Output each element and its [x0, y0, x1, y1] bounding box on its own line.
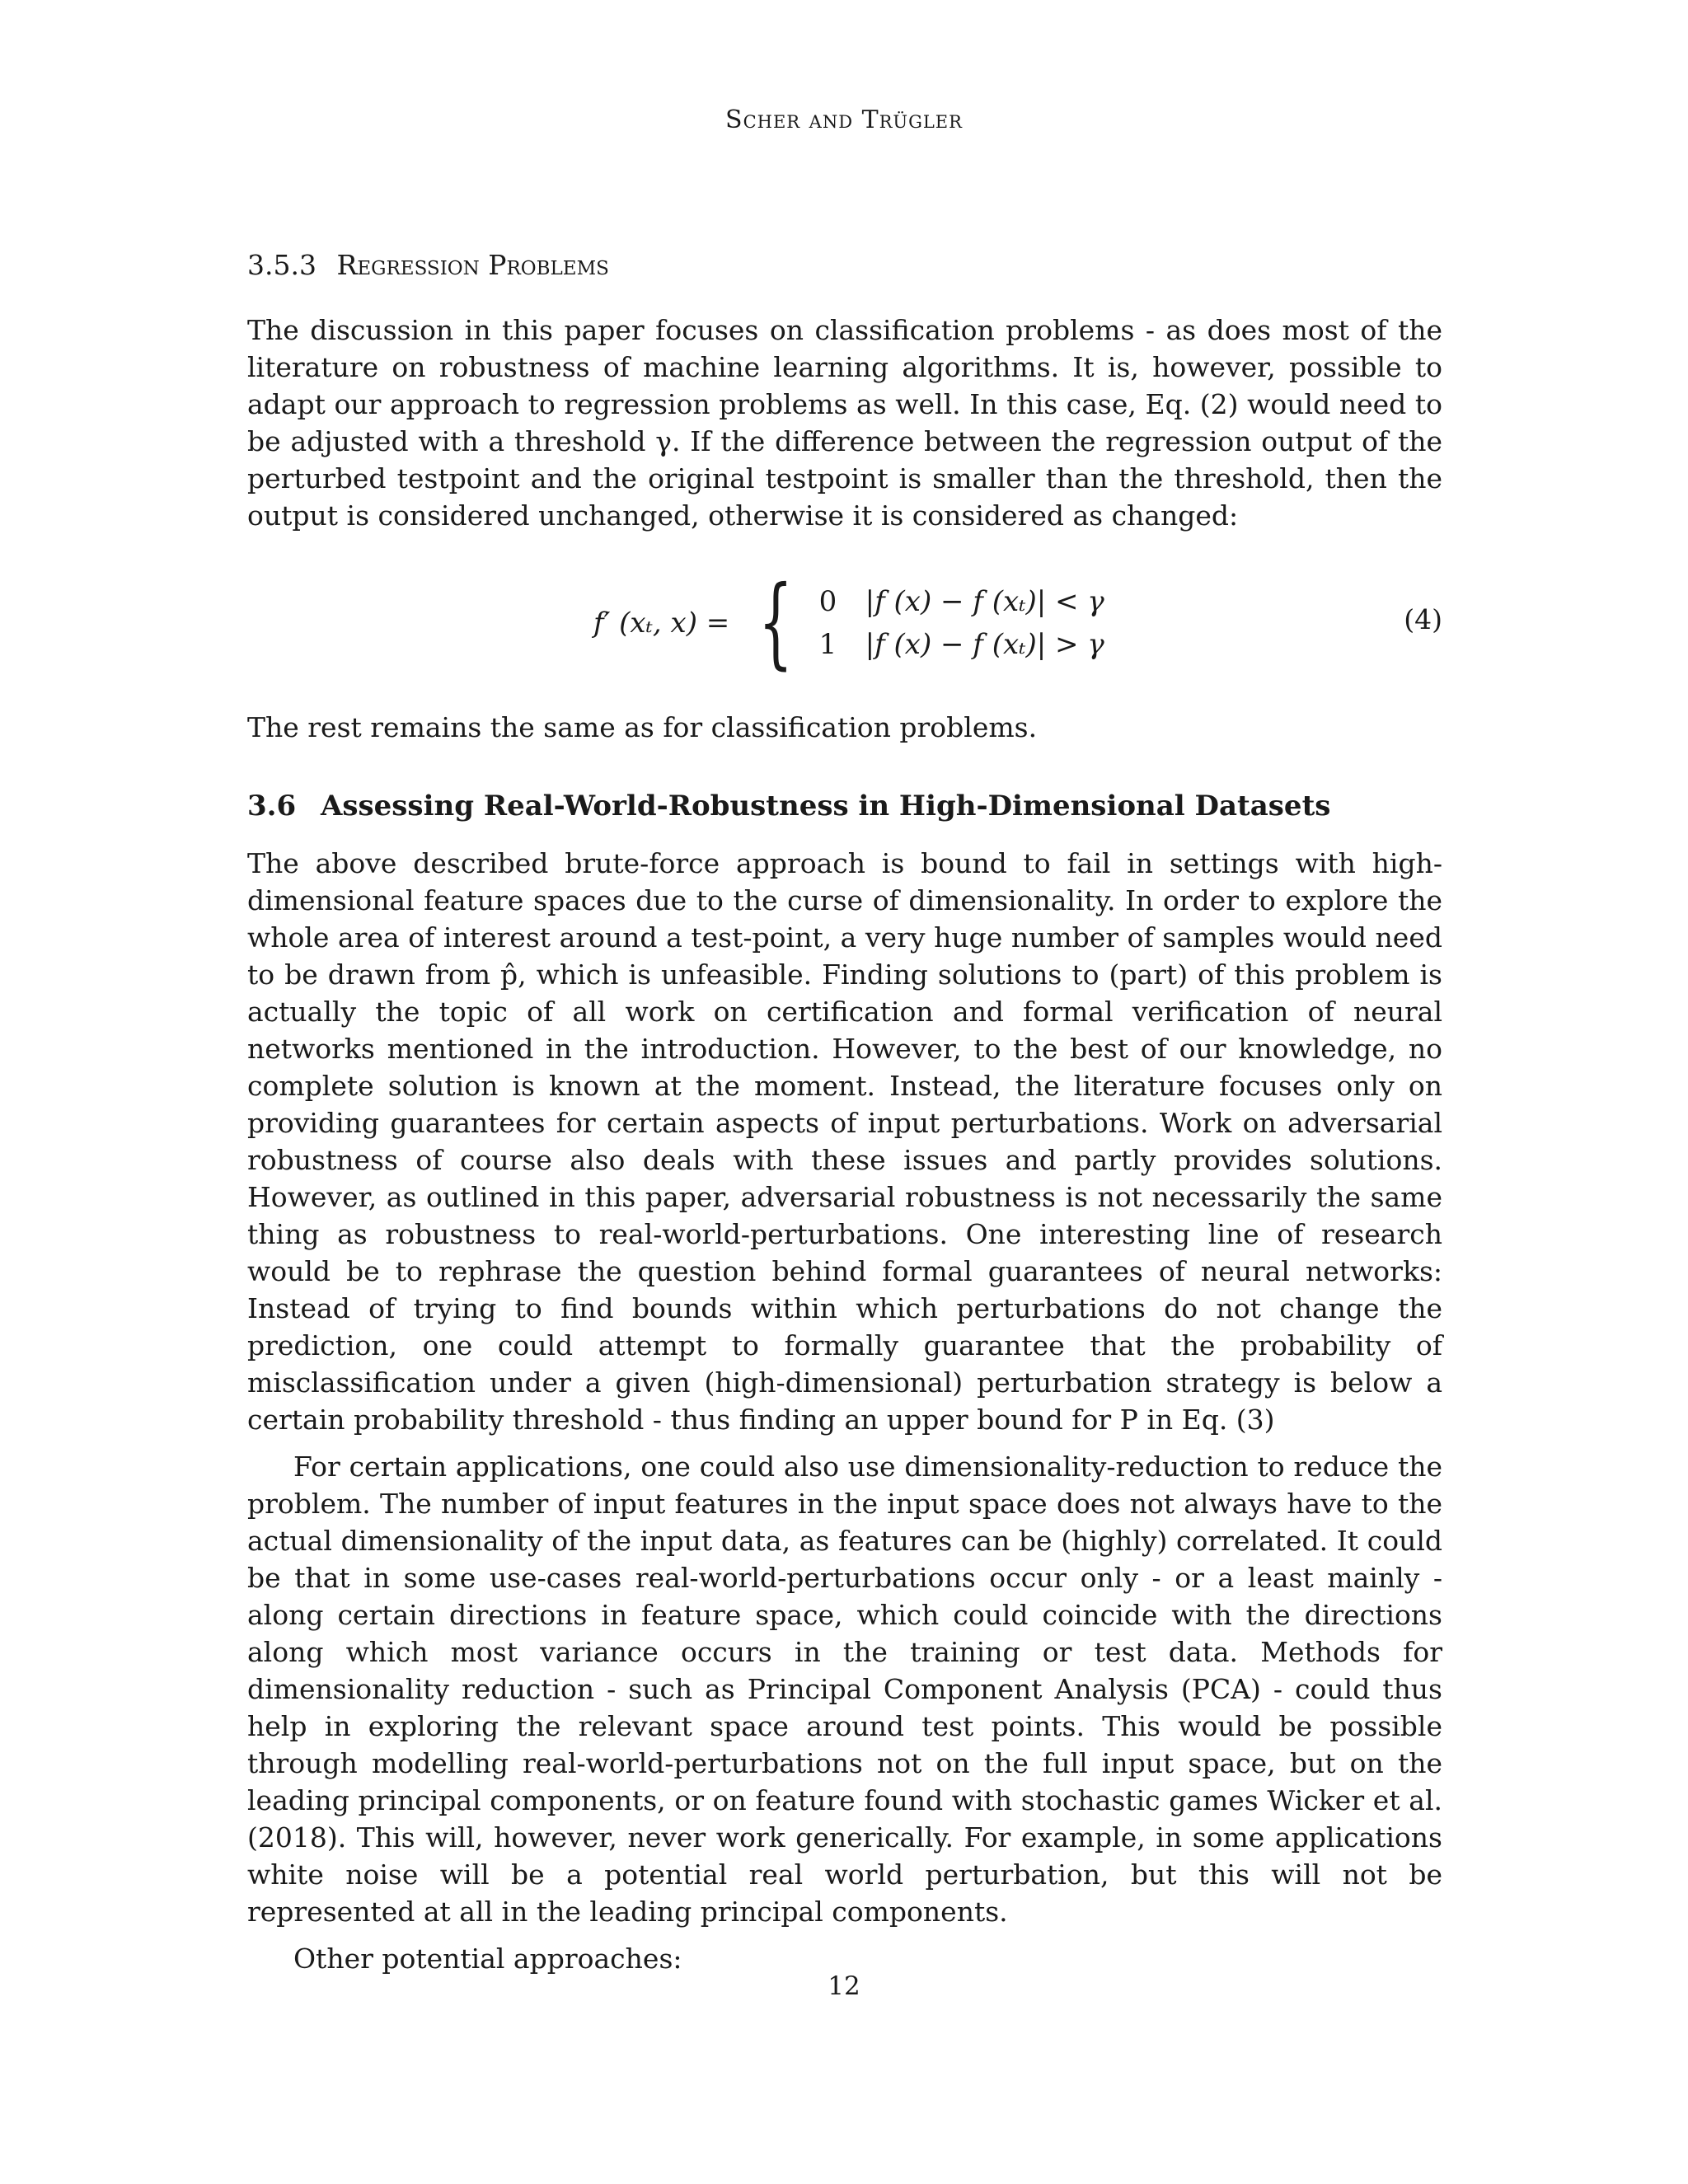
- paragraph-dimensionality-reduction: For certain applications, one could also use dimensionality-reduction to reduce the problem. The number of input features in the input space does not always have to the actual dimensionality of the input data, as features can be (highly) correlated. It could be that in some use-cases real-world-perturbations occur only - or a least mainly - along certain directions in feature space, which could coincide with the directions along which most variance occurs in the training or test data. Methods for dimensionality reduction - such as Principal Component Analysis (PCA) - could thus help in exploring the relevant space around test points. This would be possible through modelling real-world-perturbations not on the full input space, but on the leading principal components, or on feature found with stochastic games Wicker et al. (2018). This will, however, never work generically. For example, in some applications white noise will be a potential real world perturbation, but this will not be represented at all in the leading principal components.: [247, 1451, 1442, 1928]
- equation-number: (4): [1404, 603, 1442, 635]
- equation-brace: {: [758, 565, 794, 680]
- equation-case-value: 0: [818, 585, 837, 618]
- section-heading: [247, 787, 1442, 825]
- page-number: 12: [828, 1971, 860, 2001]
- equation-body: [593, 565, 1104, 680]
- page-content: [247, 247, 1442, 1977]
- paragraph-regression-intro: The discussion in this paper focuses on classification problems - as does most of the literature on robustness of machine learning algorithms. It is, however, possible to adapt our approach to regression problems as well. In this case, Eq. (2) would need to be adjusted with a threshold γ. If the difference between the regression output of the perturbed testpoint and the original testpoint is smaller than the threshold, then the output is considered unchanged, otherwise it is considered as changed:: [247, 314, 1442, 532]
- paragraph-after-equation: The rest remains the same as for classification problems.: [247, 711, 1038, 743]
- section-number: 3.6: [247, 790, 297, 823]
- equation-case-row: [819, 626, 1104, 663]
- equation-case-row: [819, 583, 1104, 620]
- equation-case-value: 1: [818, 628, 837, 661]
- subsection-heading: [247, 247, 1442, 284]
- paragraph-other-approaches: Other potential approaches:: [293, 1943, 682, 1975]
- section-title: Assessing Real-World-Robustness in High-Dimensional Datasets: [321, 790, 1331, 823]
- equation-4: [247, 565, 1442, 680]
- running-head: Scher and Trügler: [725, 105, 963, 134]
- subsection-number: 3.5.3: [247, 249, 316, 281]
- subsection-title: Regression Problems: [336, 249, 609, 281]
- paragraph-high-dimensional: The above described brute-force approach is bound to fail in settings with high-dimensional feature spaces due to the curse of dimensionality. In order to explore the whole area of interest around a test-point, a very huge number of samples would need to be drawn from p̂, which is unfeasible. Finding solutions to (part) of this problem is actually the topic of all work on certification and formal verification of neural networks mentioned in the introduction. However, to the best of our knowledge, no complete solution is known at the moment. Instead, the literature focuses only on providing guarantees for certain aspects of input perturbations. Work on adversarial robustness of course also deals with these issues and partly provides solutions. However, as outlined in this paper, adversarial robustness is not necessarily the same thing as robustness to real-world-perturbations. One interesting line of research would be to rephrase the question behind formal guarantees of neural networks: Instead of trying to find bounds within which perturbations do not change the prediction, one could attempt to formally guarantee that the probability of misclassification under a given (high-dimensional) perturbation strategy is below a certain probability threshold - thus finding an upper bound for P in Eq. (3): [247, 847, 1442, 1436]
- equation-cases: [819, 583, 1104, 663]
- equation-case-condition: |f (x) − f (xₜ)| < γ: [865, 585, 1104, 618]
- equation-case-condition: |f (x) − f (xₜ)| > γ: [865, 628, 1104, 661]
- equation-lhs: f′ (xₜ, x) =: [593, 607, 730, 640]
